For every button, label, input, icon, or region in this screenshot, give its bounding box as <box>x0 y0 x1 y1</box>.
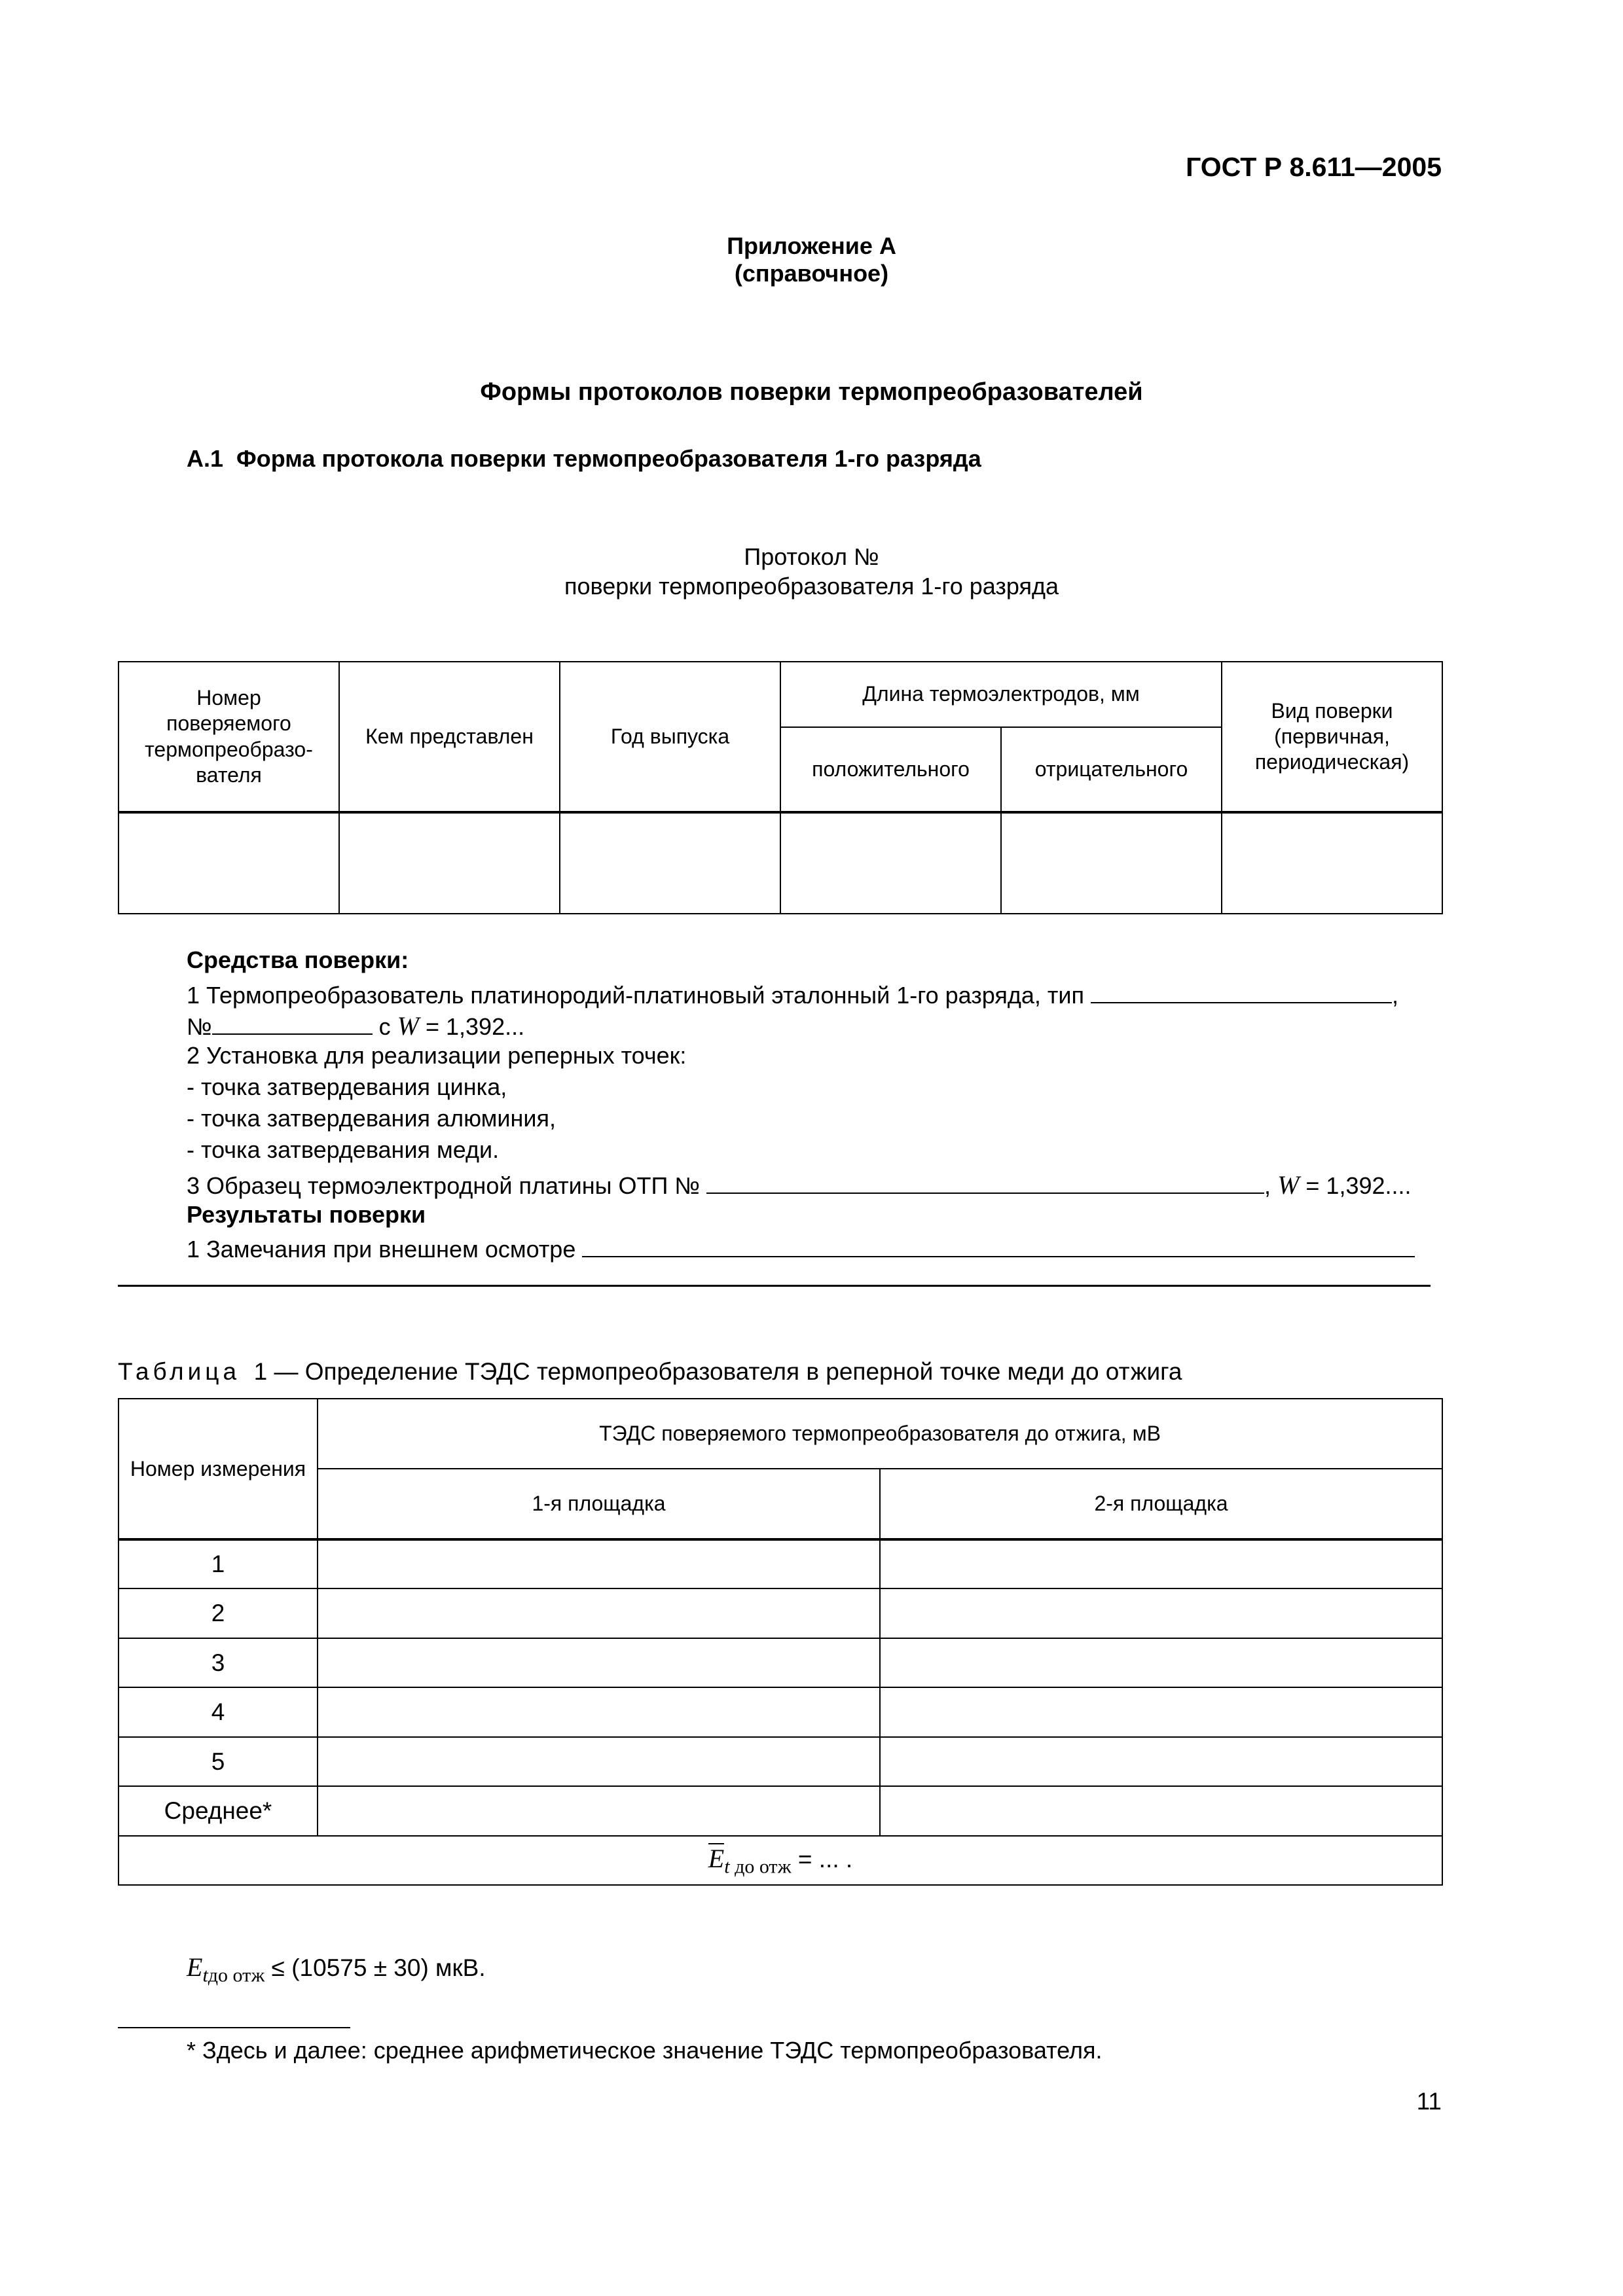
means-item-1-cont: № с W = 1,392... <box>187 1011 525 1041</box>
footnote: * Здесь и далее: среднее арифметическое значение ТЭДС термопреобразователя. <box>187 2037 1103 2064</box>
col-submitted-by: Кем представлен <box>339 662 560 812</box>
visual-inspection-blank[interactable] <box>582 1232 1415 1257</box>
cell-platform-2[interactable] <box>880 1539 1442 1588</box>
col-platform-2: 2-я площадка <box>880 1469 1442 1539</box>
row-label: 5 <box>119 1737 318 1786</box>
appendix-label: Приложение А <box>727 232 896 259</box>
cell-platform-2-average[interactable] <box>880 1786 1442 1836</box>
col-negative: отрицательного <box>1001 727 1222 812</box>
protocol-subtitle: поверки термопреобразователя 1-го разряда <box>564 573 1059 600</box>
document-code: ГОСТ Р 8.611—2005 <box>1186 152 1442 182</box>
means-item-2c: - точка затвердевания меди. <box>187 1136 500 1163</box>
means-item-2a: - точка затвердевания цинка, <box>187 1073 507 1100</box>
footnote-divider <box>118 2027 350 2028</box>
row-label: 3 <box>119 1638 318 1687</box>
col-tedc: ТЭДС поверяемого термопреобразователя до отжига, мВ <box>318 1399 1442 1469</box>
appendix-type: (справочное) <box>734 260 889 287</box>
cell-platform-1[interactable] <box>318 1539 880 1588</box>
protocol-title: Протокол № <box>744 543 879 570</box>
col-device-number: Номер поверяемого термопреобразо- вателя <box>119 662 339 812</box>
cell-positive[interactable] <box>780 812 1001 914</box>
cell-negative[interactable] <box>1001 812 1222 914</box>
col-positive: положительного <box>780 727 1001 812</box>
tolerance-condition: $E_{tдо отж} \le (10575 \pm 30)$ мкВ. <box>187 1952 486 1986</box>
cell-submitted-by[interactable] <box>339 812 560 914</box>
serial-number-blank[interactable] <box>212 1010 373 1035</box>
cell-platform-2[interactable] <box>880 1588 1442 1638</box>
means-item-1: 1 Термопреобразователь платинородий-платиновый эталонный 1-го разряда, тип , <box>187 978 1398 1009</box>
otp-number-blank[interactable] <box>706 1169 1264 1194</box>
table1-caption: Таблица 1 — Определение ТЭДС термопреобразователя в реперной точке меди до отжига <box>118 1358 1182 1385</box>
cell-year[interactable] <box>560 812 780 914</box>
cell-device-number[interactable] <box>119 812 339 914</box>
remarks-continuation-line[interactable] <box>118 1285 1431 1287</box>
row-label: 4 <box>119 1687 318 1737</box>
section-title: Форма протокола поверки термопреобразователя 1-го разряда <box>236 445 981 472</box>
cell-platform-1-average[interactable] <box>318 1786 880 1836</box>
row-label: 1 <box>119 1539 318 1588</box>
row-label: 2 <box>119 1588 318 1638</box>
cell-platform-2[interactable] <box>880 1737 1442 1786</box>
cell-platform-1[interactable] <box>318 1588 880 1638</box>
cell-platform-1[interactable] <box>318 1638 880 1687</box>
cell-platform-2[interactable] <box>880 1687 1442 1737</box>
cell-verification-type[interactable] <box>1222 812 1442 914</box>
results-heading: Результаты поверки <box>187 1201 426 1228</box>
col-measurement-number: Номер измерения <box>119 1399 318 1539</box>
page-number: 11 <box>1416 2088 1442 2115</box>
means-heading: Средства поверки: <box>187 946 409 973</box>
means-item-3: 3 Образец термоэлектродной платины ОТП № , W = 1,392.... <box>187 1170 1412 1200</box>
col-platform-1: 1-я площадка <box>318 1469 880 1539</box>
cell-platform-1[interactable] <box>318 1737 880 1786</box>
page-title: Формы протоколов поверки термопреобразователей <box>480 378 1143 406</box>
results-item-1: 1 Замечания при внешнем осмотре <box>187 1232 1415 1263</box>
col-verification-type: Вид поверки (первичная, периодическая) <box>1222 662 1442 812</box>
type-blank[interactable] <box>1091 978 1392 1003</box>
average-formula: $E_t$ $_{до отж}$ = ... . <box>119 1836 1442 1885</box>
section-number: А.1 <box>187 445 224 472</box>
cell-platform-2[interactable] <box>880 1638 1442 1687</box>
col-electrode-length: Длина термоэлектродов, мм <box>780 662 1222 727</box>
means-item-2b: - точка затвердевания алюминия, <box>187 1105 556 1132</box>
row-label-average: Среднее* <box>119 1786 318 1836</box>
table1 <box>118 1398 1443 1886</box>
means-item-2: 2 Установка для реализации реперных точек: <box>187 1042 687 1069</box>
section-heading <box>187 445 981 473</box>
cell-platform-1[interactable] <box>318 1687 880 1737</box>
col-year: Год выпуска <box>560 662 780 812</box>
protocol-table <box>118 661 1443 914</box>
